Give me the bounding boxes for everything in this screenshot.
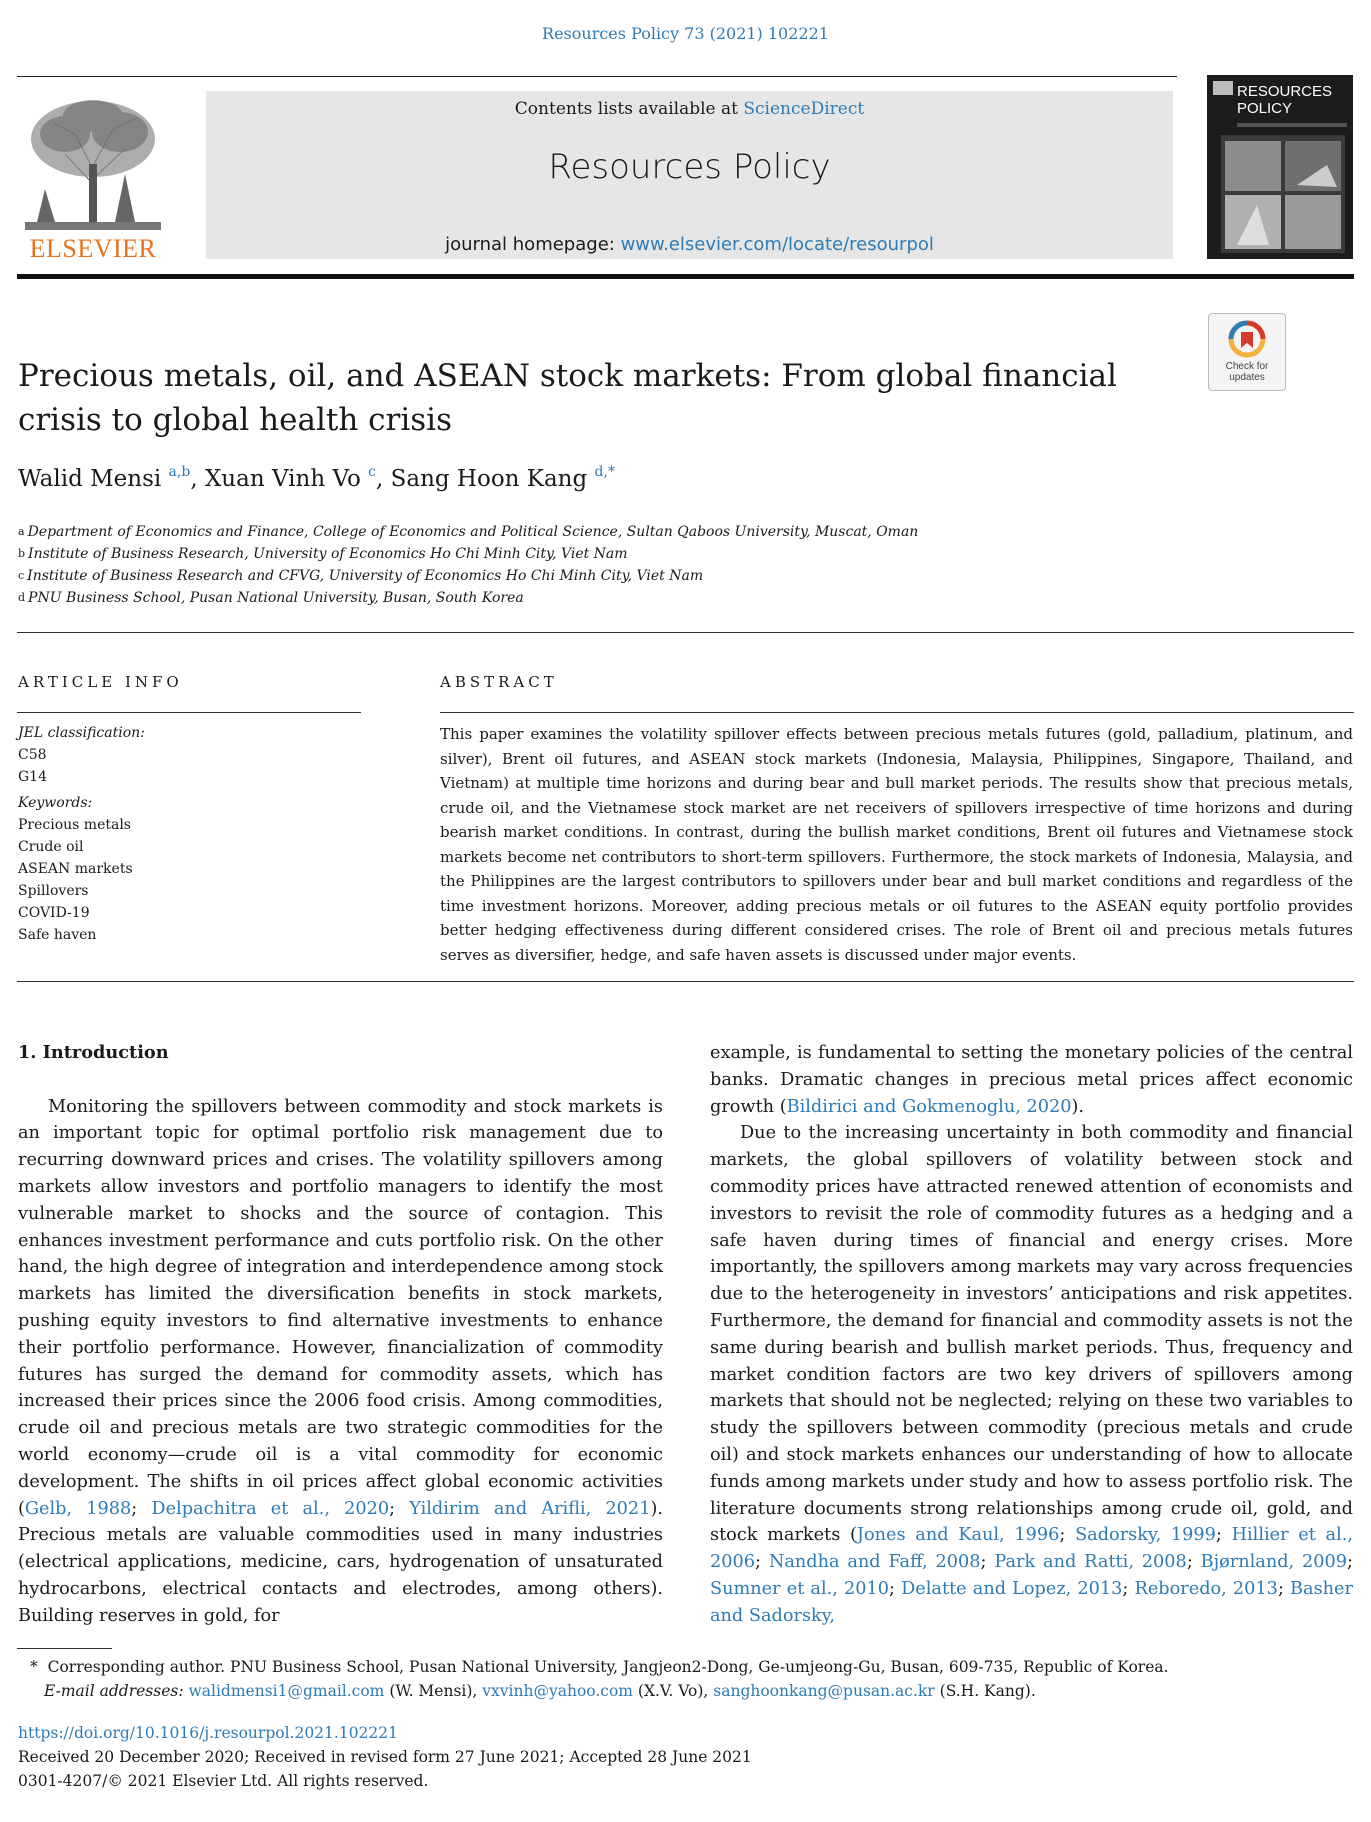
check-updates-icon [1228,320,1266,358]
email-link[interactable]: vxvinh@yahoo.com [482,1682,633,1700]
affiliation-text: PNU Business School, Pusan National University, Busan, South Korea [28,590,524,606]
abstract-heading: ABSTRACT [440,673,558,691]
sciencedirect-link[interactable]: ScienceDirect [743,99,865,119]
body-text-run: ; [1059,1525,1076,1546]
affiliation-list [18,521,918,609]
article-info-heading: ARTICLE INFO [18,673,183,691]
keyword-item: Spillovers [18,883,89,899]
citation-link[interactable]: Jones and Kaul, 1996 [856,1525,1060,1546]
body-text-run: ; [1186,1552,1201,1573]
contents-line [206,99,1173,119]
body-text-run: ; [389,1498,410,1519]
check-updates-text: Check for [1225,361,1269,372]
journal-header-band [206,91,1173,259]
doi-link[interactable]: https://doi.org/10.1016/j.resourpol.2021.102221 [18,1724,398,1742]
affiliation-text: Institute of Business Research, University of Economics Ho Chi Minh City, Viet Nam [28,546,628,562]
author-affiliation-mark[interactable]: c [368,464,376,480]
footnote-corresponding-text: Corresponding author. PNU Business School, Pusan National University, Jangjeon2-Dong, Ge-umjeong-Gu, Busan, 609-735, Republic of Korea. [47,1658,1169,1676]
article-info-body [18,722,358,946]
check-for-updates-button[interactable] [1208,313,1286,391]
homepage-line [206,234,1173,255]
body-text-run: ; [980,1552,995,1573]
section-rule [17,712,361,713]
footnote-emails [30,1679,1350,1703]
check-updates-text: updates [1229,372,1265,383]
homepage-prefix: journal homepage: [445,234,621,255]
body-text-run: ). [1071,1096,1084,1117]
body-text-run: ; [1122,1578,1135,1599]
affiliation-text: Department of Economics and Finance, College of Economics and Political Science, Sultan Qaboos University, Muscat, Oman [27,524,919,540]
elsevier-wordmark: ELSEVIER [29,234,157,263]
header-rule [17,76,1177,77]
author-affiliation-mark[interactable]: a,b [168,464,191,480]
email-owner: (W. Mensi), [389,1682,483,1700]
author-separator: , [375,466,391,492]
citation-link[interactable]: Hillier et al., 2006 [710,1525,1353,1573]
email-label: E-mail addresses: [44,1682,184,1700]
corresponding-author-footnote [30,1655,1350,1703]
keywords-label: Keywords: [18,795,93,811]
citation-link[interactable]: Bjørnland, 2009 [1200,1552,1348,1573]
body-text-run: ; [889,1578,902,1599]
citation-link[interactable]: Park and Ratti, 2008 [994,1552,1187,1573]
affiliation-mark: c [18,569,25,582]
section-rule [17,981,1354,982]
body-text-run: ; [1347,1552,1353,1573]
author-list [18,466,615,492]
body-left-column [18,1040,663,1630]
citation-link[interactable]: Yildirim and Arifli, 2021 [409,1498,651,1519]
footnote-rule [17,1648,112,1649]
journal-name: Resources Policy [548,147,831,187]
journal-homepage-link[interactable]: www.elsevier.com/locate/resourpol [620,234,934,255]
keyword-item: Safe haven [18,927,97,943]
contents-prefix: Contents lists available at [514,99,744,119]
cover-title [1237,83,1332,117]
received-dates: Received 20 December 2020; Received in revised form 27 June 2021; Accepted 28 June 2021 [18,1748,752,1766]
journal-cover-image[interactable] [1207,75,1353,259]
citation-link[interactable]: Reboredo, 2013 [1134,1578,1278,1599]
header-thick-rule [17,274,1354,279]
body-text-run: Monitoring the spillovers between commodity and stock markets is an important topic for optimal portfolio risk management due to recurring downward prices and crises. The volatility spillovers among markets allow investors and portfolio managers to identify the most vulnerable market to shocks and the source of contagion. This enhances investment performance and cuts portfolio risk. On the other hand, the high degree of integration and interdependence among stock markets has limited the diversification benefits in stock markets, pushing equity investors to find alternative investments to enhance their portfolio performance. However, financialization of commodity futures has surged the demand for commodity assets, which has increased their prices since the 2006 food crisis. Among commodities, crude oil and precious metals are two strategic commodities for the world economy—crude oil is a vital commodity for economic development. The shifts in oil prices affect global economic activities ( [18,1096,663,1519]
author-affiliation-mark[interactable]: d,* [594,464,615,480]
citation-link[interactable]: Delpachitra et al., 2020 [151,1498,390,1519]
section-rule [440,712,1354,713]
abstract-text: This paper examines the volatility spillover effects between precious metals futures (gold, palladium, platinum, and silver), Brent oil futures, and ASEAN stock markets (Indonesia, Malaysia, Philippines, Singapore, Thailand, and Vietnam) at multiple time horizons and during bear and bull market periods. The results show that precious metals, crude oil, and the Vietnamese stock market are net receivers of spillovers irrespective of time horizons and during bearish market conditions. In contrast, during the bullish market conditions, Brent oil futures and Vietnamese stock markets become net contributors to short-term spillovers. Furthermore, the stock markets of Indonesia, Malaysia, and the Philippines are the largest contributors to spillovers under bear and bull market conditions and regardless of the time investment horizons. Moreover, adding precious metals or oil futures to the ASEAN equity portfolio provides better hedging effectiveness during different considered crises. The role of Brent oil and precious metals futures serves as diversifier, hedge, and safe haven assets is discussed under major events. [440,725,1353,964]
check-updates-label [1209,361,1285,383]
body-text-run: ; [1215,1525,1232,1546]
body-paragraph [710,1120,1353,1629]
body-text-run: ; [1277,1578,1291,1599]
body-paragraph [710,1040,1353,1120]
affiliation-text: Institute of Business Research and CFVG, University of Economics Ho Chi Minh City, Viet Nam [27,568,704,584]
section-heading-introduction: 1. Introduction [18,1042,169,1063]
affiliation-item [18,543,918,565]
jel-code: C58 [18,747,47,763]
affiliation-mark: d [18,591,26,604]
cover-title-line: POLICY [1237,100,1293,117]
email-link[interactable]: walidmensi1@gmail.com [188,1682,385,1700]
footnote-corresponding [30,1655,1350,1679]
affiliation-item [18,521,918,543]
email-owner: (S.H. Kang). [939,1682,1036,1700]
keyword-item: COVID-19 [18,905,90,921]
footnote-star: * [30,1658,38,1676]
article-title: Precious metals, oil, and ASEAN stock markets: From global financial crisis to global health crisis [18,358,1117,438]
author-name[interactable]: Sang Hoon Kang [390,466,588,492]
keyword-item: Precious metals [18,817,131,833]
author-name[interactable]: Walid Mensi [18,466,162,492]
body-paragraph [18,1094,663,1630]
citation-link[interactable]: Nandha and Faff, 2008 [768,1552,981,1573]
author-separator: , [190,466,205,492]
body-text-run: ; [131,1498,152,1519]
body-text-run: Due to the increasing uncertainty in both commodity and financial markets, the global spillovers of volatility between stock and commodity prices have attracted renewed attention of economists and investors to revisit the role of commodity futures as a hedging and a safe haven during times of financial and energy crises. More importantly, the spillovers among markets may vary across frequencies due to the heterogeneity in investors’ anticipations and risk appetites. Furthermore, the demand for financial and commodity assets is not the same during bearish and bullish market periods. Thus, frequency and market condition factors are two key drivers of spillovers among markets that should not be neglected; relying on these two variables to study the spillovers between commodity (precious metals and crude oil) and stock markets enhances our understanding of how to allocate funds among markets under study and how to assess portfolio risk. The literature documents strong relationships among crude oil, gold, and stock markets ( [710,1123,1353,1546]
citation-link[interactable]: Bildirici and Gokmenoglu, 2020 [786,1096,1072,1117]
email-owner: (X.V. Vo), [637,1682,714,1700]
affiliation-item [18,565,918,587]
body-text-run: example, is fundamental to setting the monetary policies of the central banks. Dramatic changes in precious metal prices affect economic growth ( [710,1043,1353,1117]
body-right-column [710,1040,1353,1630]
jel-code: G14 [18,769,47,785]
cover-title-line: RESOURCES [1237,83,1333,100]
citation-link[interactable]: Gelb, 1988 [24,1498,132,1519]
article-meta [18,1721,752,1793]
keyword-item: ASEAN markets [18,861,133,877]
citation-link[interactable]: Delatte and Lopez, 2013 [901,1578,1123,1599]
jel-label: JEL classification: [18,725,145,741]
citation-link[interactable]: Basher and Sadorsky, [710,1578,1353,1626]
keyword-item: Crude oil [18,839,84,855]
section-rule [17,632,1354,633]
affiliation-mark: a [18,525,25,538]
affiliation-item [18,587,918,609]
author-name[interactable]: Xuan Vinh Vo [204,466,361,492]
citation-link[interactable]: Sadorsky, 1999 [1075,1525,1216,1546]
body-text-run: ). Precious metals are valuable commodities used in many industries (electrical applications, medicine, cars, hydrogenation of unsaturated hydrocarbons, electrical contacts and electrodes, among others). Building reserves in gold, for [18,1498,663,1626]
affiliation-mark: b [18,547,26,560]
citation-link[interactable]: Sumner et al., 2010 [710,1578,890,1599]
journal-citation-link[interactable]: Resources Policy 73 (2021) 102221 [542,24,829,43]
email-link[interactable]: sanghoonkang@pusan.ac.kr [713,1682,935,1700]
copyright-line: 0301-4207/© 2021 Elsevier Ltd. All rights reserved. [18,1772,429,1790]
body-text-run: ; [755,1552,769,1573]
